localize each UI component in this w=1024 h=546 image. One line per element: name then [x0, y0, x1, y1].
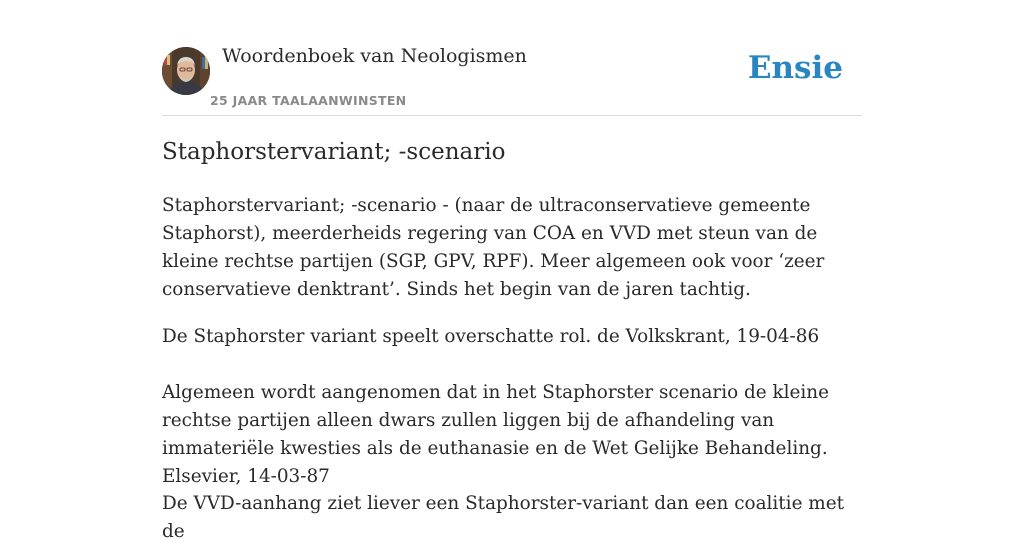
- avatar-portrait-icon: [162, 47, 210, 95]
- ensie-logo[interactable]: Ensie: [747, 50, 843, 86]
- header: [162, 0, 862, 116]
- entry-definition: Staphorstervariant; -scenario - (naar de ultraconservatieve gemeente Staphorst), meerderheids regering van COA en VVD met steun van de kleine rechtse partijen (SGP, GPV, RPF). Meer algemeen ook voor ‘zeer conservatieve denktrant’. Sinds het begin van de jaren tachtig.: [162, 195, 825, 300]
- entry-quote-2: Algemeen wordt aangenomen dat in het Staphorster scenario de kleine rechtse partijen alleen dwars zullen liggen bij de afhandeling van immateriële kwesties als de euthanasie en de Wet Gelijke Behandeling. Elsevier, 14-03-87: [162, 382, 830, 487]
- author-subtitle: 25 JAAR TAALAANWINSTEN: [210, 93, 407, 108]
- entry-quote-1: De Staphorster variant speelt overschatte rol. de Volkskrant, 19-04-86: [162, 326, 820, 347]
- author-avatar[interactable]: [162, 47, 210, 95]
- entry-quote-3: De VVD-aanhang ziet liever een Staphorster-variant dan een coalitie met de: [162, 493, 845, 542]
- author-name[interactable]: Woordenboek van Neologismen: [222, 45, 527, 67]
- page: [162, 0, 862, 542]
- entry-title: Staphorstervariant; -scenario: [162, 139, 506, 165]
